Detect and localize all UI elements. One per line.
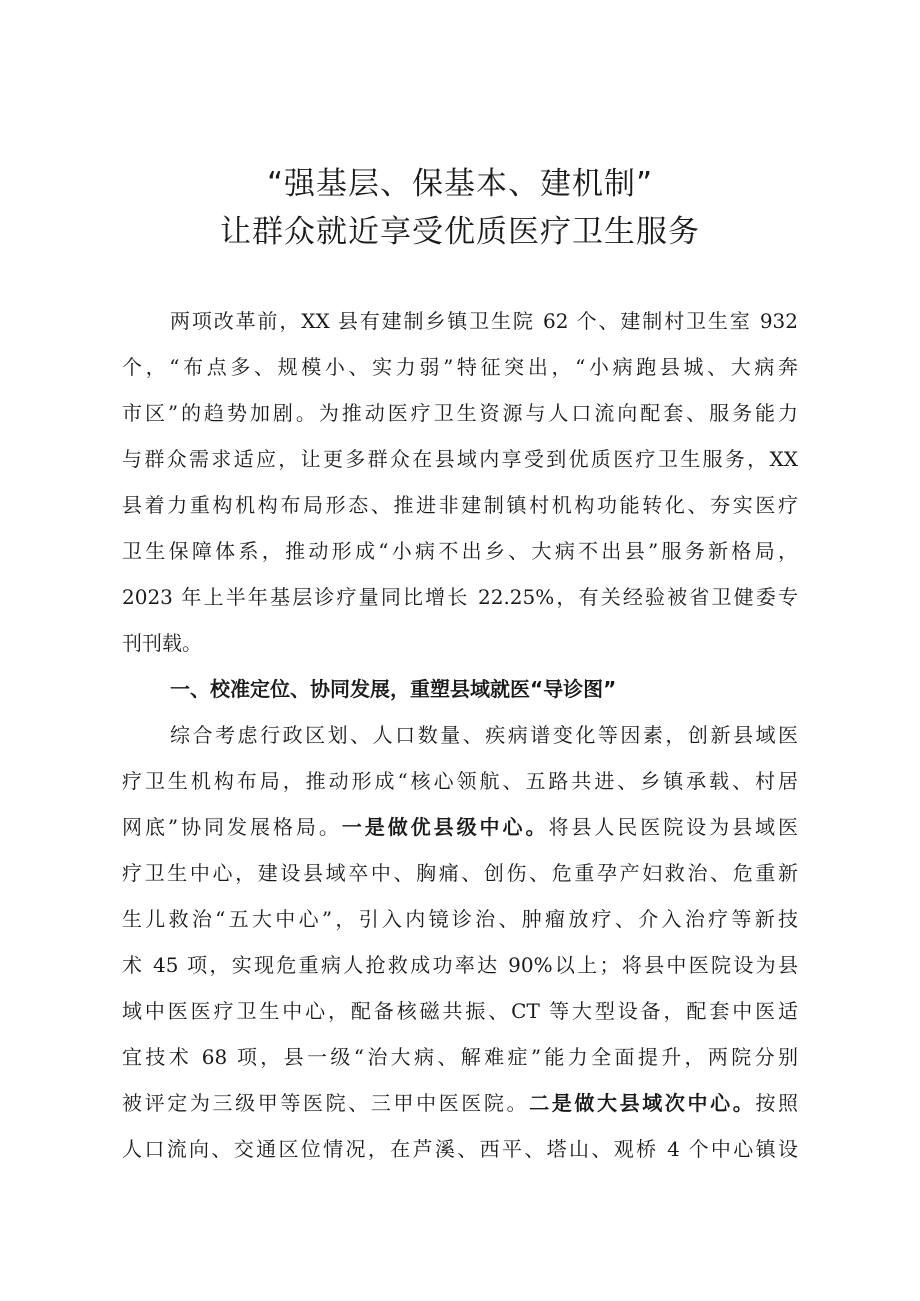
paragraph-line: 人口流向、交通区位情况，在芦溪、西平、塔山、观桥 4 个中心镇设: [122, 1137, 798, 1161]
paragraph-line: 术 45 项，实现危重病人抢救成功率达 90%以上；将县中医院设为县: [122, 953, 798, 977]
line-text: 被评定为三级甲等医院、三甲中医医院。: [122, 1091, 530, 1115]
paragraph-line: 2023 年上半年基层诊疗量同比增长 22.25%，有关经验被省卫健委专: [122, 585, 798, 609]
paragraph-line: [122, 1086, 798, 1120]
emphasis-text: 二是做大县域次中心。: [529, 1091, 756, 1115]
paragraph-line: 市区”的趋势加剧。为推动医疗卫生资源与人口流向配套、服务能力: [122, 401, 798, 425]
paragraph-line: 生儿救治“五大中心”，引入内镜诊治、肿瘤放疗、介入治疗等新技: [122, 907, 798, 931]
paragraph-line: [122, 810, 798, 844]
paragraph-line: 宜技术 68 项，县一级“治大病、解难症”能力全面提升，两院分别: [122, 1045, 798, 1069]
paragraph-line: 与群众需求适应，让更多群众在县域内享受到优质医疗卫生服务，XX: [122, 447, 798, 471]
paragraph-line: 卫生保障体系，推动形成“小病不出乡、大病不出县”服务新格局，: [122, 539, 798, 563]
paragraph-line: 刊刊载。: [122, 631, 202, 655]
line-text: 将县人民医院设为县域医: [548, 815, 798, 839]
emphasis-text: 一是做优县级中心。: [341, 815, 549, 839]
paragraph-line: 两项改革前，XX 县有建制乡镇卫生院 62 个、建制村卫生室 932: [170, 309, 798, 333]
paragraph-line: 域中医医疗卫生中心，配备核磁共振、CT 等大型设备，配套中医适: [122, 999, 798, 1023]
line-text: 网底”协同发展格局。: [122, 815, 342, 839]
paragraph-line: 疗卫生中心，建设县域卒中、胸痛、创伤、危重孕产妇救治、危重新: [122, 861, 798, 885]
line-text: 按照: [755, 1091, 798, 1115]
paragraph-line: 疗卫生机构布局，推动形成“核心领航、五路共进、乡镇承载、村居: [122, 769, 798, 793]
section-heading: 一、校准定位、协同发展，重塑县域就医“导诊图”: [170, 677, 617, 701]
document-title-line-1: “强基层、保基本、建机制”: [266, 166, 654, 202]
paragraph-line: 个，“布点多、规模小、实力弱”特征突出，“小病跑县城、大病奔: [122, 355, 798, 379]
paragraph-line: 县着力重构机构布局形态、推进非建制镇村机构功能转化、夯实医疗: [122, 493, 798, 517]
document-title-line-2: 让群众就近享受优质医疗卫生服务: [220, 214, 700, 250]
paragraph-line: 综合考虑行政区划、人口数量、疾病谱变化等因素，创新县域医: [170, 723, 798, 747]
